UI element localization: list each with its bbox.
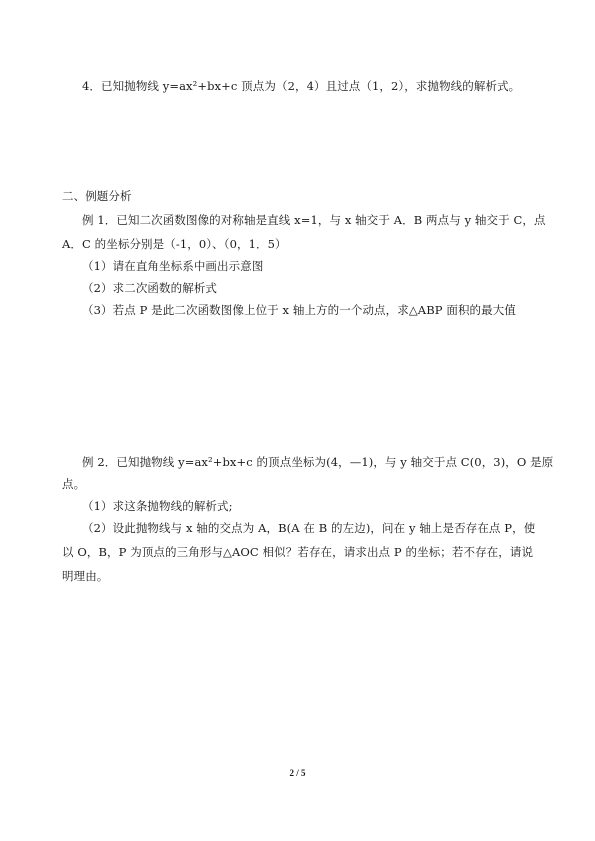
example-1-line-1: 例 1．已知二次函数图像的对称轴是直线 x=1，与 x 轴交于 A．B 两点与 y 轴交于 C，点 bbox=[82, 213, 546, 227]
page-number: 2 / 5 bbox=[289, 768, 306, 778]
example-1-line-2: A．C 的坐标分别是（-1，0）、（0，1．5） bbox=[62, 237, 287, 251]
example-2-part-2-line-1: （2）设此抛物线与 x 轴的交点为 A，B(A 在 B 的左边)，问在 y 轴上是否存在点 P，使 bbox=[82, 521, 536, 535]
example-2-part-2-line-2: 以 O，B，P 为顶点的三角形与△AOC 相似？若存在，请求出点 P 的坐标；若不存在，请说 bbox=[62, 545, 534, 559]
example-2-line-2: 点。 bbox=[62, 477, 86, 491]
example-1-part-2: （2）求二次函数的解析式 bbox=[82, 281, 218, 295]
problem-4-text: 4．已知抛物线 y=ax²+bx+c 顶点为（2，4）且过点（1，2），求抛物线的解析式。 bbox=[82, 79, 521, 93]
example-2-line-1: 例 2．已知抛物线 y=ax²+bx+c 的顶点坐标为(4，—1)，与 y 轴交于点 C(0，3)，O 是原 bbox=[82, 455, 554, 469]
example-1-part-1: （1）请在直角坐标系中画出示意图 bbox=[82, 259, 264, 273]
example-2-part-2-line-3: 明理由。 bbox=[62, 569, 109, 583]
example-1-part-3: （3）若点 P 是此二次函数图像上位于 x 轴上方的一个动点，求△ABP 面积的最大值 bbox=[82, 303, 516, 317]
example-2-part-1: （1）求这条抛物线的解析式; bbox=[82, 499, 233, 513]
section-heading: 二、例题分析 bbox=[62, 189, 132, 203]
